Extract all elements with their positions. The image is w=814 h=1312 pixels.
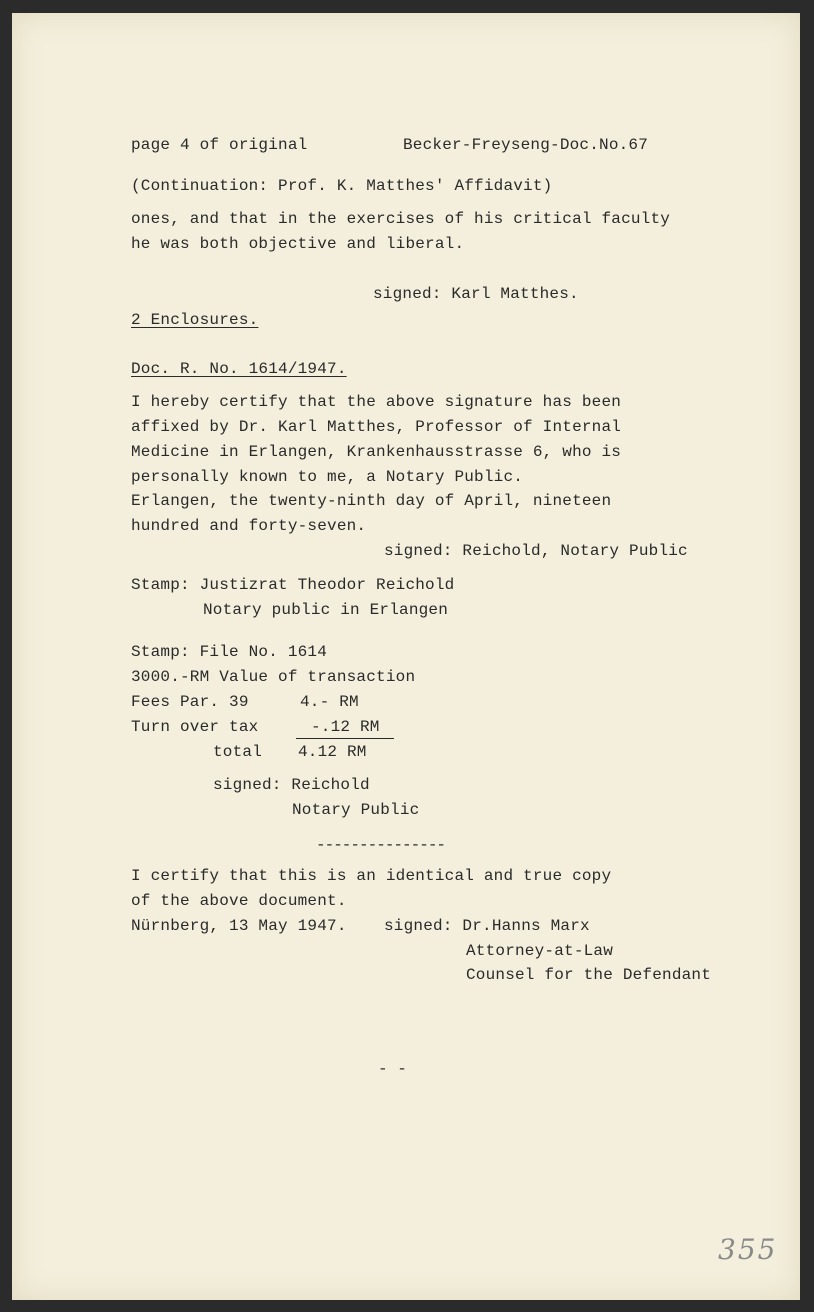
copy-cert-line-2: of the above document. [131, 892, 347, 910]
stamp-file-number: Stamp: File No. 1614 [131, 643, 328, 661]
separator-line: --------------- [316, 836, 446, 854]
stamp-justizrat: Stamp: Justizrat Theodor Reichold [131, 576, 455, 594]
signature-reichold-2: signed: Reichold [213, 776, 370, 794]
signature-marx-role: Counsel for the Defendant [466, 966, 712, 984]
certification-line-6: hundred and forty-seven. [131, 517, 367, 535]
continuation-line: (Continuation: Prof. K. Matthes' Affidavit) [131, 177, 553, 195]
signature-matthes: signed: Karl Matthes. [373, 285, 579, 303]
body-line-2: he was both objective and liberal. [131, 235, 465, 253]
signature-reichold-title: Notary Public [292, 801, 420, 819]
doc-number: Doc. R. No. 1614/1947. [131, 360, 347, 378]
fees-amount: 4.- RM [300, 693, 359, 711]
turnover-label: Turn over tax [131, 718, 259, 736]
stamp-transaction-value: 3000.-RM Value of transaction [131, 668, 416, 686]
certification-line-5: Erlangen, the twenty-ninth day of April, nineteen [131, 492, 612, 510]
total-amount: 4.12 RM [298, 743, 367, 761]
place-date: Nürnberg, 13 May 1947. [131, 917, 347, 935]
certification-line-1: I hereby certify that the above signature has been [131, 393, 622, 411]
signature-marx-title: Attorney-at-Law [466, 942, 614, 960]
stamp-notary-place: Notary public in Erlangen [203, 601, 449, 619]
certification-line-2: affixed by Dr. Karl Matthes, Professor of Internal [131, 418, 622, 436]
certification-line-4: personally known to me, a Notary Public. [131, 468, 524, 486]
signature-marx: signed: Dr.Hanns Marx [384, 917, 590, 935]
enclosures: 2 Enclosures. [131, 311, 259, 329]
fees-label: Fees Par. 39 [131, 693, 249, 711]
footer-mark: - - [378, 1060, 407, 1078]
signature-reichold-1: signed: Reichold, Notary Public [384, 542, 688, 560]
sum-rule [296, 738, 394, 739]
total-label: total [213, 743, 263, 761]
document-reference: Becker-Freyseng-Doc.No.67 [403, 136, 649, 154]
certification-line-3: Medicine in Erlangen, Krankenhausstrasse 6, who is [131, 443, 622, 461]
handwritten-page-number: 355 [718, 1233, 778, 1266]
turnover-amount: -.12 RM [311, 718, 380, 736]
copy-cert-line-1: I certify that this is an identical and true copy [131, 867, 612, 885]
body-line-1: ones, and that in the exercises of his critical faculty [131, 210, 671, 228]
page-reference: page 4 of original [131, 136, 308, 154]
